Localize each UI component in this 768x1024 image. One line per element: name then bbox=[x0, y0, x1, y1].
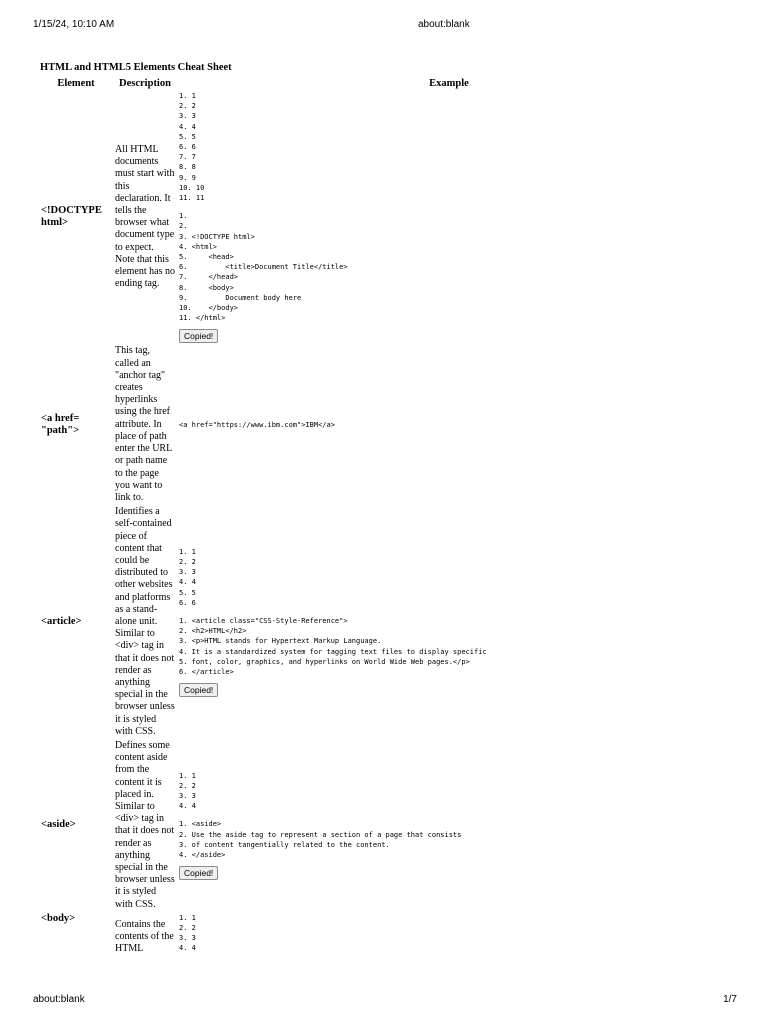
table-row bbox=[40, 345, 720, 504]
print-datetime: 1/15/24, 10:10 AM bbox=[33, 19, 115, 30]
element-name: <article> bbox=[41, 616, 82, 628]
table-row bbox=[40, 91, 720, 343]
page-title: HTML and HTML5 Elements Cheat Sheet bbox=[40, 62, 232, 73]
table-header-row bbox=[40, 77, 720, 89]
column-header-description: Description bbox=[119, 77, 171, 89]
element-name: <body> bbox=[41, 912, 76, 924]
footer-url: about:blank bbox=[33, 994, 85, 1005]
element-description: Contains the contents of the HTML bbox=[115, 918, 174, 954]
copy-button[interactable]: Copied! bbox=[179, 329, 218, 343]
element-description: Defines some content aside from the content it is placed in. Similar to <div> tag in that it does not render as anything special in the browser unless it is styled with CSS. bbox=[115, 739, 175, 910]
example-cell bbox=[178, 345, 720, 504]
element-description: All HTML documents must start with this declaration. It tells the browser what document type to expect. Note that this element has no ending tag. bbox=[115, 144, 175, 290]
example-cell bbox=[178, 913, 720, 961]
column-header-element: Element bbox=[57, 77, 95, 89]
table-row bbox=[40, 506, 720, 738]
table-row bbox=[40, 913, 720, 961]
column-header-example: Example bbox=[429, 77, 469, 89]
example-cell bbox=[178, 91, 720, 343]
code-example[interactable]: 1. <aside> 2. Use the aside tag to represent a section of a page that consists 3. of content tangentially related to the content. 4. </aside> bbox=[179, 820, 462, 859]
line-numbers: 1. 1 2. 2 3. 3 4. 4 bbox=[179, 771, 196, 811]
example-cell bbox=[178, 506, 720, 738]
element-description: Identifies a self-contained piece of content that could be distributed to other websites and platforms as a stand- alone unit. Similar to <div> tag in that it does not render as anything special in the browser unless it is styled with CSS. bbox=[115, 506, 175, 737]
element-description: This tag, called an "anchor tag" creates hyperlinks using the href attribute. In place of path enter the URL or path name to the page you want to link to. bbox=[115, 345, 172, 503]
code-example[interactable]: 1. <article class="CSS-Style-Reference"> 2. <h2>HTML</h2> 3. <p>HTML stands for Hypertext Markup Language. 4. It is a standardized system for tagging text files to display specific 5. font, color, graphics, and hyperlinks on World Wide Web pages.</p> 6. </article> bbox=[179, 617, 487, 677]
cheat-sheet-document bbox=[38, 62, 738, 963]
element-name: <a href= "path"> bbox=[41, 412, 80, 436]
line-numbers: 1. 1 2. 2 3. 3 4. 4 bbox=[179, 913, 196, 953]
line-numbers: 1. 1 2. 2 3. 3 4. 4 5. 5 6. 6 7. 7 8. 8 9. 9 10. 10 11. 11 bbox=[179, 92, 205, 203]
elements-table bbox=[38, 75, 722, 963]
code-example[interactable]: 1. 2. 3. <!DOCTYPE html> 4. <html> 5. <head> 6. <title>Document Title</title> 7. </head> 8. <body> 9. Document body here 10. </body> 11. </html> bbox=[179, 212, 348, 323]
element-name: <aside> bbox=[41, 819, 76, 831]
line-numbers: 1. 1 2. 2 3. 3 4. 4 5. 5 6. 6 bbox=[179, 547, 196, 607]
print-url: about:blank bbox=[418, 19, 470, 30]
copy-button[interactable]: Copied! bbox=[179, 683, 218, 697]
copy-button[interactable]: Copied! bbox=[179, 866, 218, 880]
example-cell bbox=[178, 740, 720, 911]
page-number: 1/7 bbox=[723, 994, 737, 1005]
table-row bbox=[40, 740, 720, 911]
print-header bbox=[33, 19, 737, 33]
element-name: <!DOCTYPE html> bbox=[41, 205, 102, 229]
print-footer bbox=[33, 994, 737, 1008]
code-example[interactable]: <a href="https://www.ibm.com">IBM</a> bbox=[179, 420, 335, 429]
